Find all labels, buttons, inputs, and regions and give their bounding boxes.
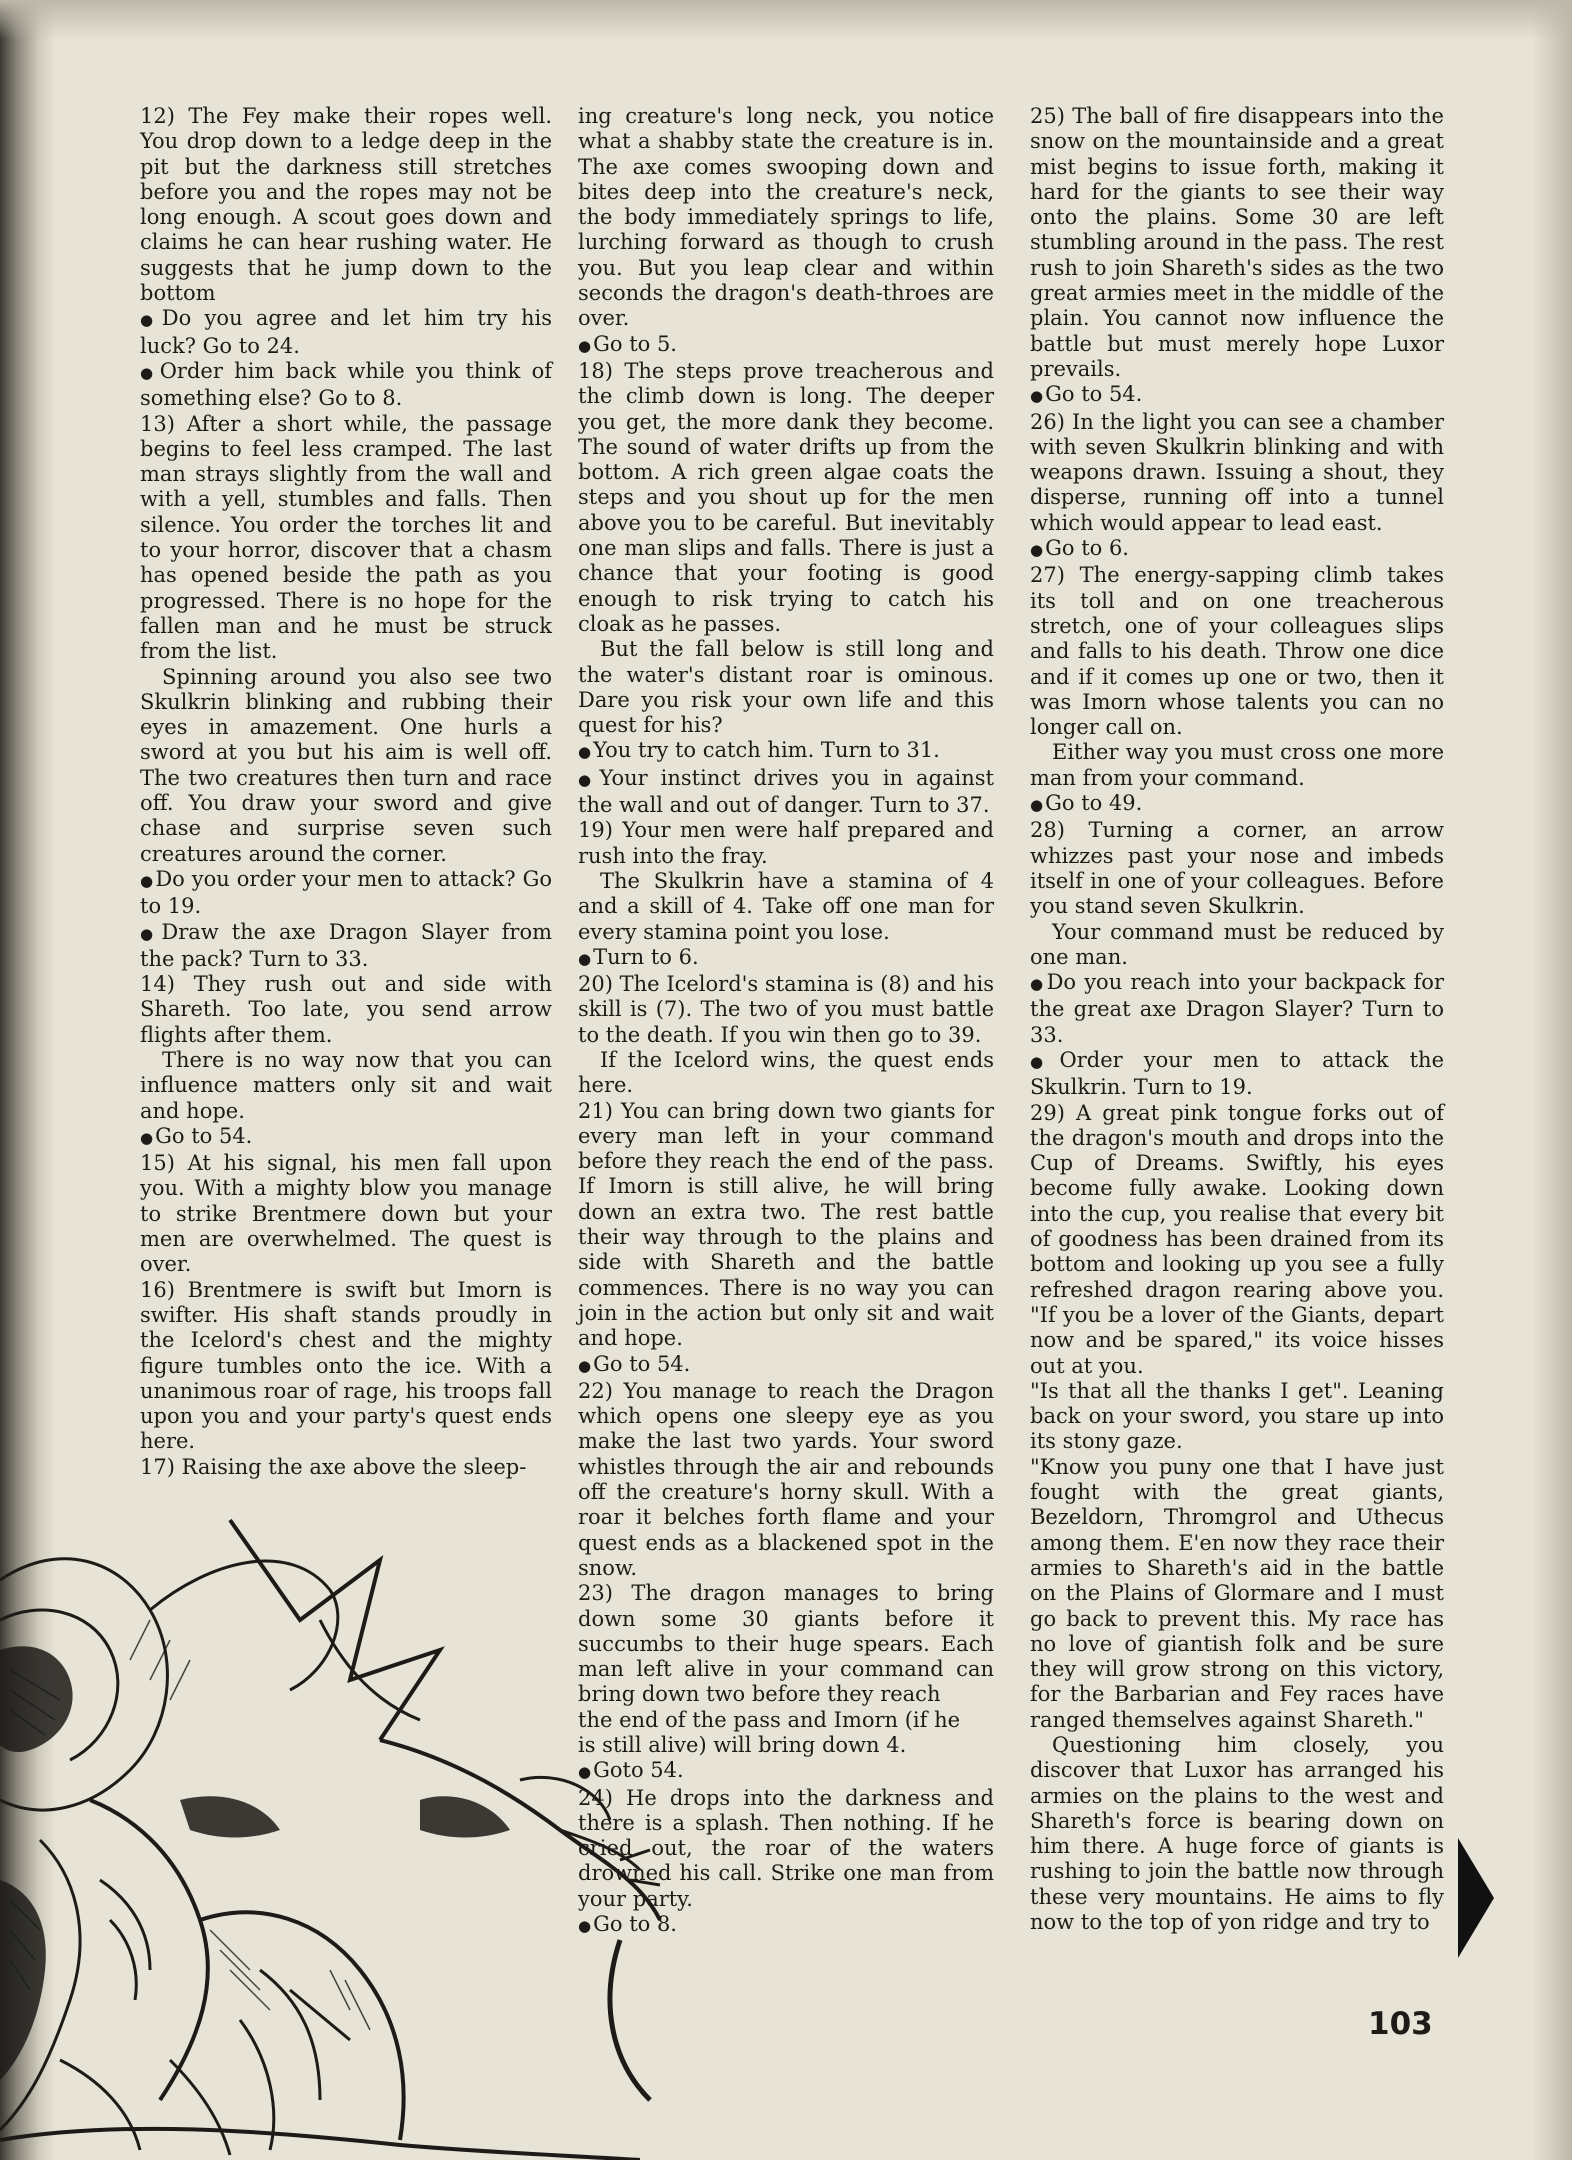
paragraph: 25) The ball of fire disappears into the snow on the mountainside and a great mist begins to issue forth, making it hard for the giants to see their way onto the plains. Some 30 are left stumbling around in the pass. The rest rush to join Shareth's sides as the two great armies meet in the middle of the plain. You cannot now influence the battle but must merely hope Luxor prevails. — [1030, 104, 1444, 381]
paragraph: ● Go to 6. — [1030, 536, 1444, 563]
dragon-illustration — [0, 1500, 700, 2160]
paragraph: 26) In the light you can see a chamber with seven Skulkrin blinking and with weapons drawn. Issuing a shout, they disperse, running off into a tunnel which would appear to lead east. — [1030, 409, 1444, 535]
paragraph: ● Go to 54. — [1030, 382, 1444, 409]
paragraph: ● Go to 54. — [578, 1352, 994, 1379]
paragraph: Questioning him closely, you discover that Luxor has arranged his armies on the plains to the west and Shareth's force is bearing down on him there. A huge force of giants is rushing to join the battle now through these very mountains. He aims to fly now to the top of yon ridge and try to — [1030, 1733, 1444, 1935]
paragraph: ● Your instinct drives you in against the wall and out of danger. Turn to 37. — [578, 766, 994, 819]
paragraph: ● Goto 54. — [578, 1758, 994, 1785]
paragraph: 16) Brentmere is swift but Imorn is swifter. His shaft stands proudly in the Icelord's chest and the mighty figure tumbles onto the ice. With a unanimous roar of rage, his troops fall upon you and your party's quest ends here. — [140, 1277, 552, 1454]
paragraph: 22) You manage to reach the Dragon which opens one sleepy eye as you make the last two yards. Your sword whistles through the air and rebounds off the creature's horny skull. With a roar it belches forth flame and your quest ends as a blackened spot in the snow. — [578, 1378, 994, 1580]
paragraph: Your command must be reduced by one man. — [1030, 919, 1444, 969]
paragraph: 20) The Icelord's stamina is (8) and his skill is (7). The two of you must battle to the death. If you win then go to 39. — [578, 972, 994, 1047]
paragraph: The Skulkrin have a stamina of 4 and a skill of 4. Take off one man for every stamina point you lose. — [578, 868, 994, 944]
paragraph: 13) After a short while, the passage begins to feel less cramped. The last man strays slightly from the wall and with a yell, stumbles and falls. Then silence. You order the torches lit and to your horror, discover that a chasm has opened beside the path as you progressed. There is no hope for the fallen man and he must be struck from the list. — [140, 411, 552, 664]
paragraph: 19) Your men were half prepared and rush into the fray. — [578, 818, 994, 868]
paragraph: "Know you puny one that I have just fought with the great giants, Bezeldorn, Thromgrol and Uthecus among them. E'en now they race their armies to Shareth's aid in the battle on the Plains of Glormare and I must go back to prevent this. My race has no love of giantish folk and be sure they will grow strong on this victory, for the Barbarian and Fey races have ranged themselves against Shareth." — [1030, 1454, 1444, 1732]
paragraph: ● Turn to 6. — [578, 945, 994, 972]
paragraph: 17) Raising the axe above the sleep- — [140, 1454, 527, 1479]
paragraph: ● Go to 49. — [1030, 791, 1444, 818]
paragraph: 29) A great pink tongue forks out of the dragon's mouth and drops into the Cup of Dreams. Swiftly, his eyes become fully awake. Looking down into the cup, you realise that every bit of goodness has been drained from its bottom and looking up you see a fully refreshed dragon rearing above you. "If you be a lover of the Giants, depart now and be spared," its voice hisses out at you. — [1030, 1100, 1444, 1378]
paragraph: 14) They rush out and side with Shareth. Too late, you send arrow flights after them. — [140, 972, 552, 1047]
paragraph: ● Do you order your men to attack? Go to 19. — [140, 867, 552, 920]
paragraph: ● You try to catch him. Turn to 31. — [578, 738, 994, 765]
text-column-3 — [1030, 104, 1444, 1935]
paragraph: ● Do you reach into your backpack for the great axe Dragon Slayer? Turn to 33. — [1030, 970, 1444, 1048]
paragraph: is still alive) will bring down 4. — [578, 1733, 907, 1757]
page-number: 103 — [1368, 2006, 1433, 2042]
next-page-arrow-icon — [1458, 1838, 1494, 1958]
text-column-1 — [140, 104, 552, 1480]
paragraph: ● Order him back while you think of something else? Go to 8. — [140, 359, 552, 412]
paragraph: ● Go to 8. — [578, 1912, 994, 1939]
paragraph: 27) The energy-sapping climb takes its toll and on one treacherous stretch, one of your colleagues slips and falls to his death. Throw one dice and if it comes up one or two, then it was Imorn whose talents you can no longer call on. — [1030, 563, 1444, 740]
paragraph: 21) You can bring down two giants for every man left in your command before they reach the end of the pass. If Imorn is still alive, he will bring down an extra two. The rest battle their way through to the plains and side with Shareth and the battle commences. There is no way you can join in the action but only sit and wait and hope. — [578, 1098, 994, 1351]
top-edge-shadow — [0, 0, 1572, 40]
paragraph: 24) He drops into the darkness and there is a splash. Then nothing. If he cried out, the roar of the waters drowned his call. Strike one man from your party. — [578, 1785, 994, 1911]
paragraph: Either way you must cross one more man from your command. — [1030, 740, 1444, 790]
paragraph: ● Go to 5. — [578, 332, 994, 359]
paragraph: "Is that all the thanks I get". Leaning back on your sword, you stare up into its stony gaze. — [1030, 1378, 1444, 1454]
paragraph: ● Draw the axe Dragon Slayer from the pack? Turn to 33. — [140, 920, 552, 973]
paragraph: ● Go to 54. — [140, 1124, 552, 1151]
right-edge-shadow — [1532, 0, 1572, 2160]
paragraph: 12) The Fey make their ropes well. You drop down to a ledge deep in the pit but the darkness still stretches before you and the ropes may not be long enough. A scout goes down and claims he can hear rushing water. He suggests that he jump down to the bottom — [140, 104, 552, 306]
paragraph: the end of the pass and Imorn (if he — [578, 1707, 961, 1732]
paragraph: ● Order your men to attack the Skulkrin. Turn to 19. — [1030, 1048, 1444, 1101]
paragraph: ing creature's long neck, you notice what a shabby state the creature is in. The axe comes swooping down and bites deep into the creature's neck, the body immediately springs to life, lurching forward as though to crush you. But you leap clear and within seconds the dragon's death-throes are over. — [578, 104, 994, 331]
paragraph: There is no way now that you can influence matters only sit and wait and hope. — [140, 1047, 552, 1123]
paragraph: If the Icelord wins, the quest ends here. — [578, 1047, 994, 1098]
paragraph: Spinning around you also see two Skulkrin blinking and rubbing their eyes in amazement. One hurls a sword at you but his aim is well off. The two creatures then turn and race off. You draw your sword and give chase and surprise seven such creatures around the corner. — [140, 664, 552, 866]
paragraph: 15) At his signal, his men fall upon you. With a mighty blow you manage to strike Brentmere down but your men are overwhelmed. The quest is over. — [140, 1151, 552, 1277]
paragraph: 23) The dragon manages to bring down some 30 giants before it succumbs to their huge spears. Each man left alive in your command can bring down two before they reach — [578, 1581, 994, 1707]
paragraph: 28) Turning a corner, an arrow whizzes past your nose and imbeds itself in one of your colleagues. Before you stand seven Skulkrin. — [1030, 818, 1444, 919]
paragraph: ● Do you agree and let him try his luck? Go to 24. — [140, 306, 552, 359]
paragraph: But the fall below is still long and the water's distant roar is ominous. Dare you risk your own life and this quest for his? — [578, 637, 994, 738]
paragraph: 18) The steps prove treacherous and the climb down is long. The deeper you get, the more dank they become. The sound of water drifts up from the bottom. A rich green algae coats the steps and you shout up for the men above you to be careful. But inevitably one man slips and falls. There is just a chance that your footing is good enough to risk trying to catch his cloak as he passes. — [578, 358, 994, 636]
